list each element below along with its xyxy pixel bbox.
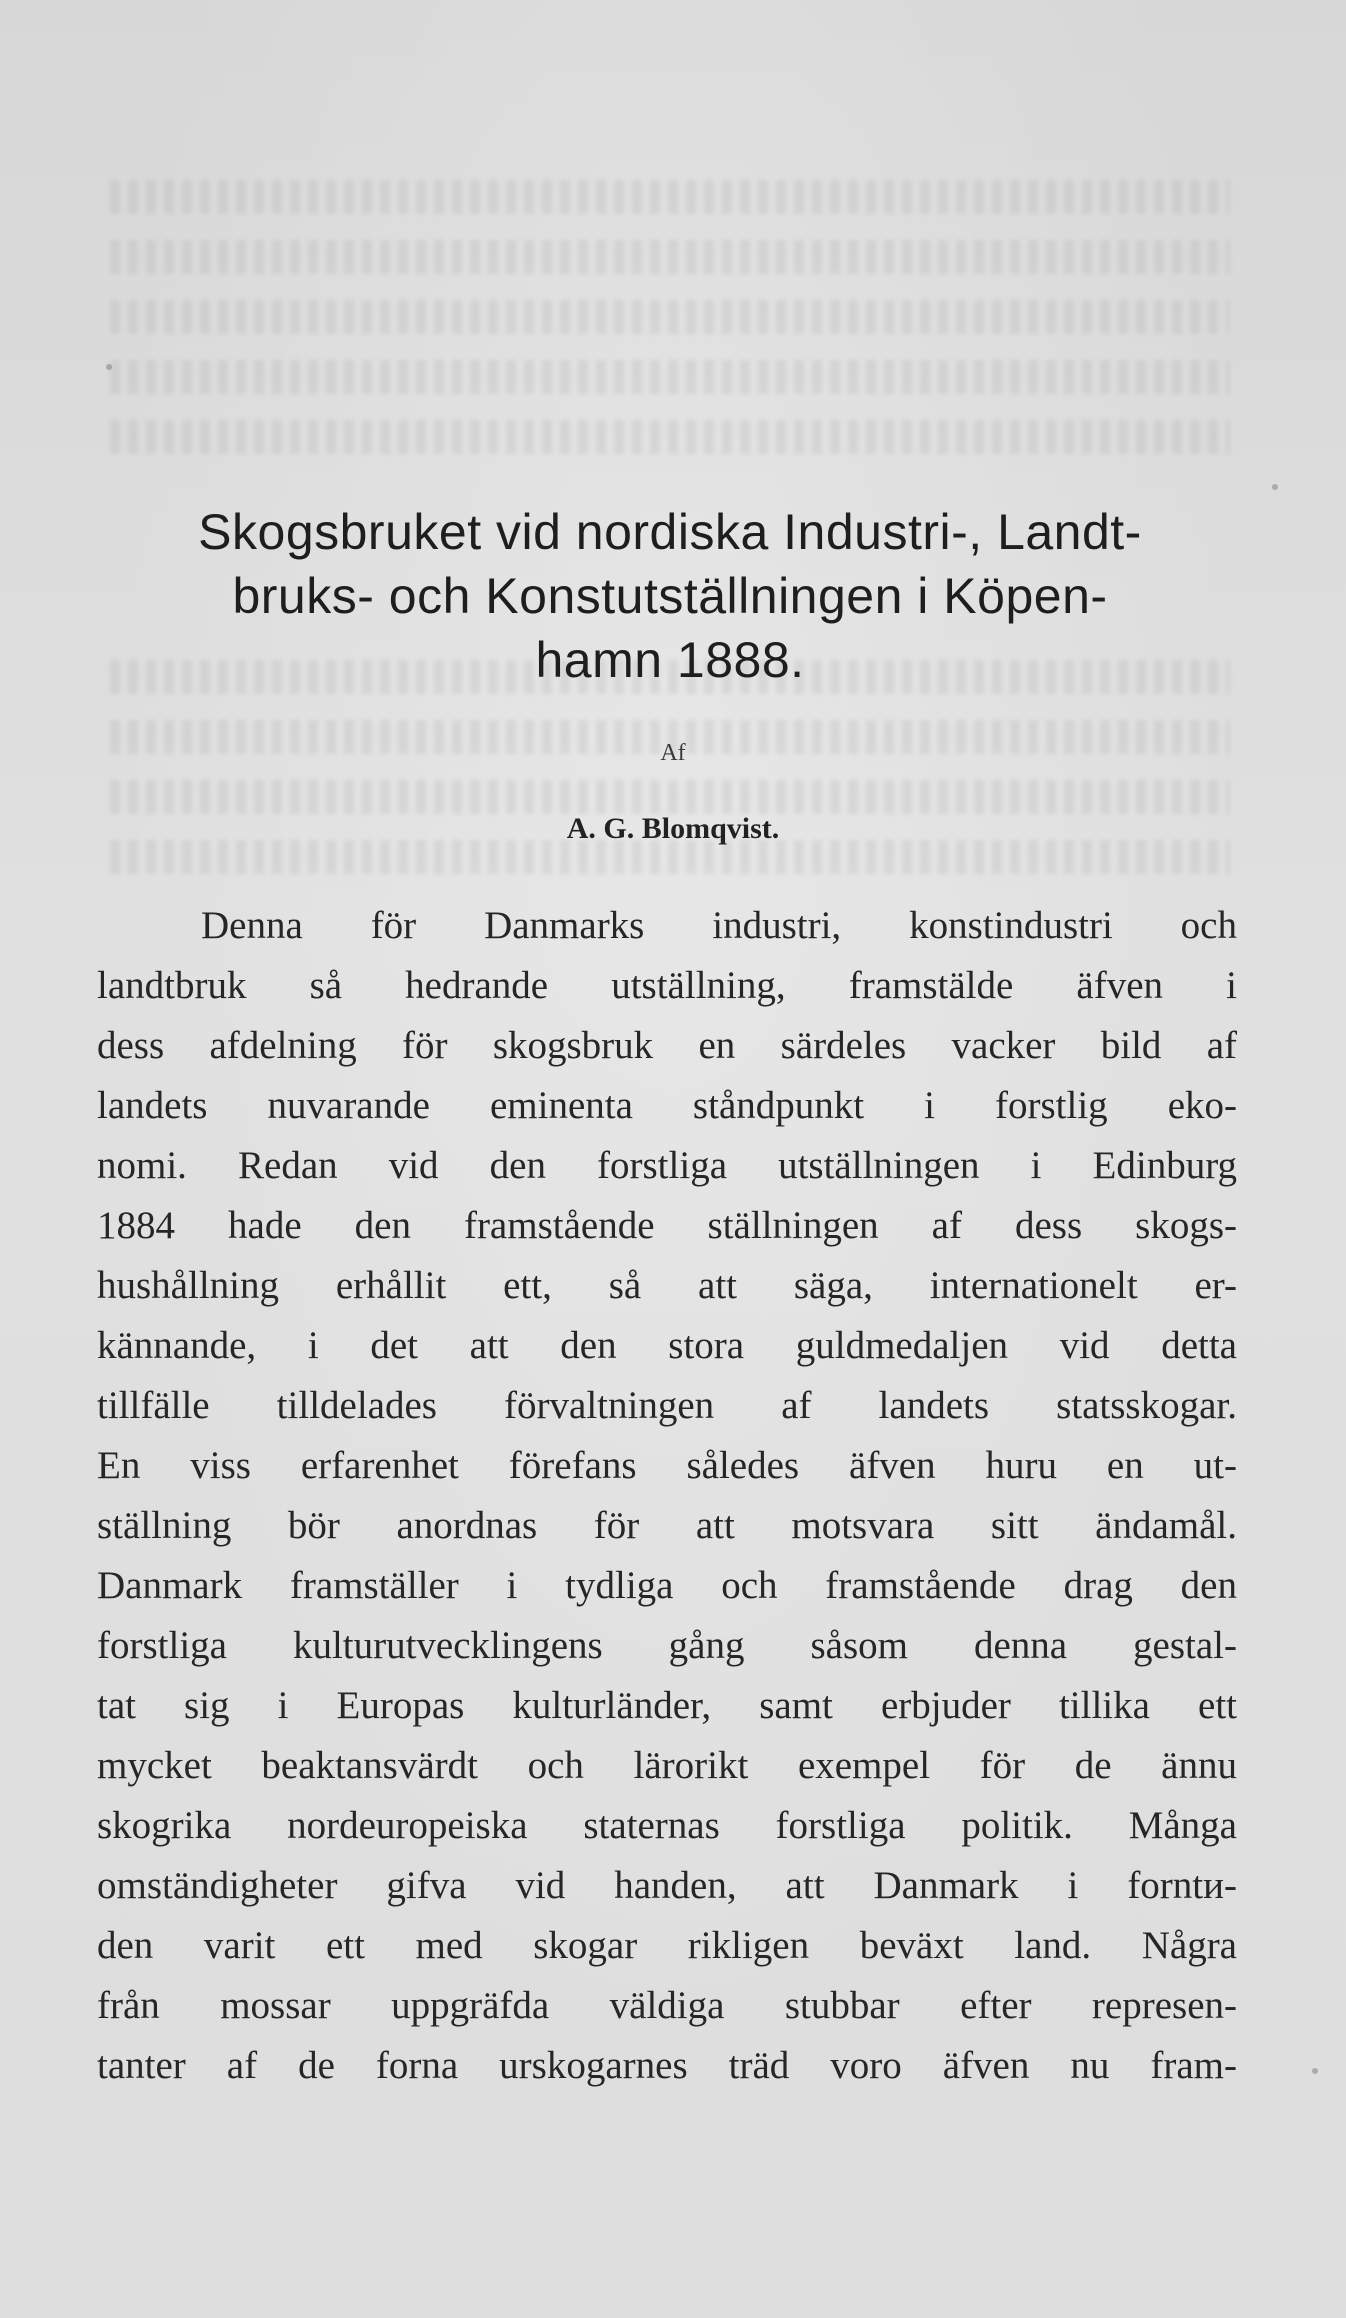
body-line: tillfälle tilldelades förvaltningen af landets statsskogar. <box>97 1384 1237 1427</box>
body-line: tanter af de forna urskogarnes träd voro äfven nu fram- <box>97 2044 1237 2087</box>
body-line: nomi. Redan vid den forstliga utställningen i Edinburg <box>97 1144 1237 1187</box>
body-line: skogrika nordeuropeiska staternas forstliga politik. Många <box>97 1804 1237 1847</box>
body-line: 1884 hade den framstående ställningen af dess skogs- <box>97 1204 1237 1247</box>
byline-prefix: Af <box>660 740 686 766</box>
body-line: Danmark framställer i tydliga och framstående drag den <box>97 1564 1237 1607</box>
body-line: En viss erfarenhet förefans således äfven huru en ut- <box>97 1444 1237 1487</box>
bleed-through <box>110 180 1230 214</box>
body-line: landtbruk så hedrande utställning, framstälde äfven i <box>97 964 1237 1007</box>
body-line: omständigheter gifva vid handen, att Danmark i forntи- <box>97 1864 1237 1907</box>
body-line: landets nuvarande eminenta ståndpunkt i forstlig eko- <box>97 1084 1237 1127</box>
bleed-through <box>110 780 1230 814</box>
body-line: tat sig i Europas kulturländer, samt erbjuder tillika ett <box>97 1684 1237 1727</box>
body-line: dess afdelning för skogsbruk en särdeles vacker bild af <box>97 1024 1237 1067</box>
bleed-through <box>110 300 1230 334</box>
body-line: hushållning erhållit ett, så att säga, internationelt er- <box>97 1264 1237 1307</box>
title-line: Skogsbruket vid nordiska Industri-, Landt- <box>198 504 1142 560</box>
article-title <box>80 500 1260 692</box>
bleed-through <box>110 360 1230 394</box>
body-line: forstliga kulturutvecklingens gång såsom denna gestal- <box>97 1624 1237 1667</box>
body-line: mycket beaktansvärdt och lärorikt exempel för de ännu <box>97 1744 1237 1787</box>
title-line: hamn 1888. <box>535 632 805 688</box>
paper-speck <box>1312 2068 1318 2074</box>
body-line: Denna för Danmarks industri, konstindustri och <box>201 904 1237 947</box>
body-line: kännande, i det att den stora guldmedaljen vid detta <box>97 1324 1237 1367</box>
bleed-through <box>110 240 1230 274</box>
article-body <box>97 896 1237 2096</box>
paper-speck <box>106 364 112 370</box>
bleed-through <box>110 420 1230 454</box>
body-line: ställning bör anordnas för att motsvara sitt ändamål. <box>97 1504 1237 1547</box>
body-line: den varit ett med skogar rikligen beväxt land. Några <box>97 1924 1237 1967</box>
paper-speck <box>1272 484 1278 490</box>
body-line: från mossar uppgräfda väldiga stubbar efter represen- <box>97 1984 1237 2027</box>
title-line: bruks- och Konstutställningen i Köpen- <box>232 568 1108 624</box>
author-name: A. G. Blomqvist. <box>566 812 780 845</box>
